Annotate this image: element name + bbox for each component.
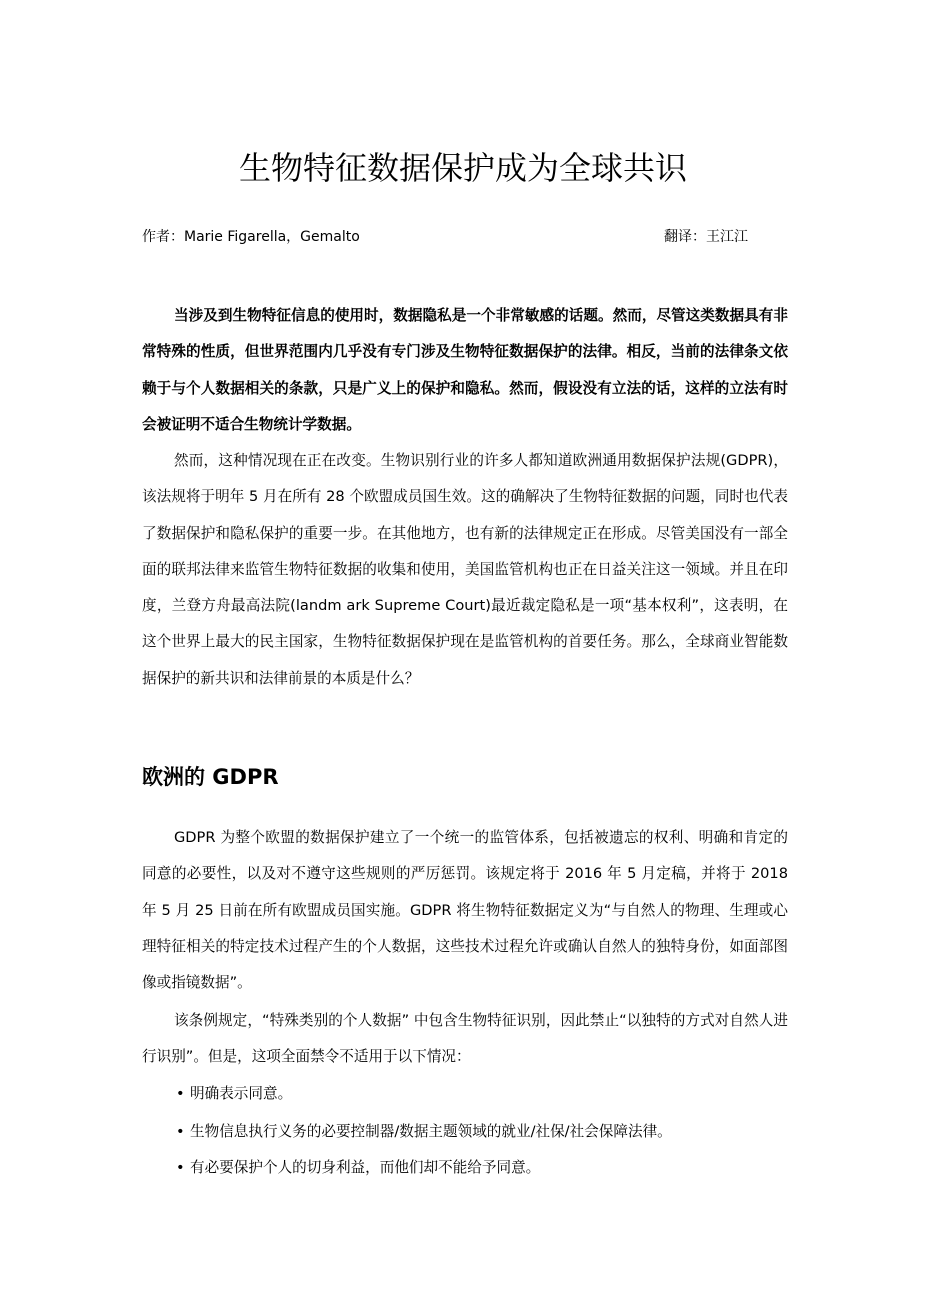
bullet-icon: • bbox=[176, 1159, 185, 1176]
byline bbox=[142, 226, 788, 248]
list-item-text: 有必要保护个人的切身利益，而他们却不能给予同意。 bbox=[190, 1159, 541, 1176]
list-item-text: 生物信息执行义务的必要控制器/数据主题领域的就业/社保/社会保障法律。 bbox=[190, 1123, 672, 1140]
list-item-text: 明确表示同意。 bbox=[190, 1085, 293, 1102]
translator-line: 翻译：王江江 bbox=[664, 229, 748, 245]
body-paragraph-3: GDPR 为整个欧盟的数据保护建立了一个统一的监管体系，包括被遗忘的权利、明确和肯定的同意的必要性，以及对不遵守这些规则的严厉惩罚。该规定将于 2016 年 5 月定稿，并将于 2018 年 5 月 25 日前在所有欧盟成员国实施。GDPR 将生物特征数据定义为“与自然人的物理、生理或心理特征相关的特定技术过程产生的个人数据，这些技术过程允许或确认自然人的独特身份，如面部图像或指镜数据”。 bbox=[142, 829, 788, 992]
body-paragraph-4: 该条例规定，“特殊类别的个人数据” 中包含生物特征识别，因此禁止“以独特的方式对自然人进行识别”。但是，这项全面禁令不适用于以下情况： bbox=[142, 1012, 788, 1066]
list-item bbox=[176, 1083, 788, 1105]
list-item bbox=[176, 1121, 788, 1143]
bullet-icon: • bbox=[176, 1123, 185, 1140]
bullet-icon: • bbox=[176, 1085, 185, 1102]
author-line: 作者：Marie Figarella，Gemalto bbox=[142, 229, 360, 245]
document-title: 生物特征数据保护成为全球共识 bbox=[238, 149, 687, 187]
intro-paragraph: 当涉及到生物特征信息的使用时，数据隐私是一个非常敏感的话题。然而，尽管这类数据具有非常特殊的性质，但世界范围内几乎没有专门涉及生物特征数据保护的法律。相反，当前的法律条文依赖于与个人数据相关的条款，只是广义上的保护和隐私。然而，假设没有立法的话，这样的立法有时会被证明不适合生物统计学数据。 bbox=[142, 307, 788, 434]
body-paragraph-2: 然而，这种情况现在正在改变。生物识别行业的许多人都知道欧洲通用数据保护法规(GDPR)，该法规将于明年 5 月在所有 28 个欧盟成员国生效。这的确解决了生物特征数据的问题，同时也代表了数据保护和隐私保护的重要一步。在其他地方，也有新的法律规定正在形成。尽管美国没有一部全面的联邦法律来监管生物特征数据的收集和使用，美国监管机构也正在日益关注这一领域。并且在印度，兰登方舟最高法院(landm ark Supreme Court)最近裁定隐私是一项“基本权利”，这表明，在这个世界上最大的民主国家，生物特征数据保护现在是监管机构的首要任务。那么，全球商业智能数据保护的新共识和法律前景的本质是什么？ bbox=[142, 452, 788, 687]
list-item bbox=[176, 1157, 788, 1179]
section-heading: 欧洲的 GDPR bbox=[142, 765, 279, 789]
